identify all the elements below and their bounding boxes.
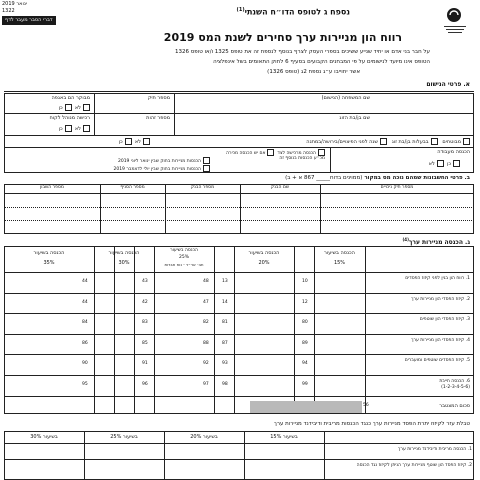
field-code: 97 (203, 381, 209, 387)
field-code: 43 (142, 279, 148, 284)
field-code: 82 (203, 320, 209, 325)
rental-label: רכישה מנוהל לקוח (49, 115, 90, 121)
section-d-title: טבלת עזר לקיזוז יתרת הפסד מניירות ערך כנגד הכנסות מריבית ודיבידנד מניירות ערך (273, 421, 470, 427)
spouse-owned-checkbox[interactable] (431, 138, 438, 145)
subtitle-line1: על חבר בני אדם או יחיד שנייע ששיכים בספרי העסק לצרף בנוסף לנספח זה את טופס 1325 ו/או טופס 1326 (174, 49, 430, 55)
d-col-25: בשיעור 25% (110, 434, 138, 440)
field-code: 14 (222, 299, 228, 305)
field-code: 89 (302, 340, 308, 346)
rental-no-checkbox[interactable] (83, 125, 90, 132)
tax-authority-logo (440, 2, 476, 38)
h2-checkbox[interactable] (203, 165, 210, 172)
subtitle-line3: אשר יחוייבו ע״ג נספח 2ג (טופס 1326) (267, 69, 360, 75)
field-code: 94 (302, 361, 308, 366)
appendix-line: נספח ג לטופס הדו״ח השנתי (244, 7, 350, 17)
option-h1: הכנסות מניירות בחוק שבין ינואר ליוני 2019 (117, 159, 201, 164)
related-no-checkbox[interactable] (83, 104, 90, 111)
totals-grey-field[interactable] (250, 401, 362, 413)
totals-code: 56 (363, 403, 369, 408)
inherit-yes-checkbox[interactable] (125, 138, 132, 145)
appendix-ref: (1) (236, 7, 245, 13)
col-15-head: הכנסה בשיעור (324, 250, 355, 256)
field-code: 98 (222, 381, 228, 387)
h1-checkbox[interactable] (203, 157, 210, 164)
col-15-rate: 15% (333, 260, 346, 266)
field-code: 95 (82, 381, 88, 387)
col-account: מספר השבון (40, 185, 64, 190)
field-code: 90 (82, 361, 88, 366)
row-label: 4. קיזוז הפסדי הון מניירות ערך (411, 337, 470, 343)
d-col-15: בשיעור 15% (270, 434, 298, 440)
inheritance-checkbox[interactable] (380, 138, 387, 145)
field-code: 80 (302, 320, 308, 325)
col-30-rate: 30% (118, 260, 130, 266)
field-code: 42 (142, 299, 148, 305)
date-code: 2019 ינואר (2, 1, 27, 7)
totals-label: סכום המצטבר (439, 403, 470, 409)
related-field-label: מבוקר הם באגפה (51, 95, 90, 101)
section-a-title: א. פרטי הנישום (426, 81, 470, 88)
option-rental: הכנסה מרכישה לצד (277, 151, 316, 156)
field-code: 12 (302, 299, 308, 305)
work-yes-checkbox[interactable] (453, 160, 460, 167)
opt-rental-checkbox[interactable] (318, 149, 325, 156)
col-20-rate: 20% (258, 260, 270, 266)
subtitle-line2: הטופס אינו מיועד לנישומים על פי המבחנים הקבועים בסעיף 6 לחוק התאומים בשל אינפלציה (213, 59, 430, 65)
form-code: 1322 (2, 8, 15, 14)
field-code: 84 (82, 320, 88, 325)
row-label: 1. רווח הון בגין לפני קיזוז הפסדים (405, 276, 470, 281)
d-col-30: בשיעור 30% (30, 434, 58, 440)
field-code: 99 (302, 381, 308, 387)
col-25-head: הכנסה בשיעור (170, 248, 198, 253)
tik-field-label: מספר תיק (147, 95, 170, 101)
row-label: 6. הכנסה חייבת (439, 378, 470, 384)
field-code: 44 (82, 279, 88, 284)
explanation-badge[interactable]: דברי הסבר מעבר לדף (2, 16, 56, 25)
field-code: 87 (222, 340, 228, 346)
section-b-title: ב. פרטי החשבונות שמהם נוכה מס במקור (364, 175, 470, 181)
col-30-head: הכנסה בשיעור (108, 250, 140, 256)
option-h2: הכנסות מניירות בחוק שבין יולי לדצמבר 2019 (113, 167, 201, 172)
field-code: 96 (142, 381, 148, 387)
field-code: 85 (142, 340, 148, 346)
field-code: 48 (203, 279, 209, 284)
spouse-name-label: שם בן/בת הזוג (339, 115, 370, 121)
section-c-title: ג. הכנסה מניירות ערך (408, 239, 470, 246)
col-25-note: חב׳ אר״ר - נוח חברות (164, 262, 204, 267)
row-label: 2. קיזוז הפסדי הון מניירות ערך (411, 296, 470, 302)
page-title: רווח הון מניירות ערך סחירים לשנת המס 2019 (163, 31, 402, 44)
col-35-head: הכנסה בשיעור (33, 250, 65, 256)
row-formula: (1-2-3-4-5-6) (441, 384, 470, 390)
row-label: 3. קיזוז הפסדי הון שוטפים (419, 317, 470, 322)
col-branch: מספר הסניף (120, 185, 145, 190)
spouse-id-label: מספר זהות (146, 115, 170, 121)
field-code: 86 (82, 340, 88, 346)
field-code: 83 (142, 320, 148, 325)
accounts-table (4, 184, 474, 234)
option-sale: אם יש הכנסה מכירה (226, 151, 266, 156)
col-bank-name: שם הבנק (270, 185, 290, 190)
field-code: 44 (82, 299, 88, 305)
field-code: 92 (203, 361, 209, 366)
field-code: 81 (222, 320, 228, 325)
col-bank-no: מספר הבנק (190, 185, 215, 190)
col-35-rate: 35% (43, 260, 55, 266)
col-deduction-file: מספר תיק ניכויים (380, 185, 414, 190)
option-extra: מכ״ע הכנסות בנוסף זה (279, 156, 325, 161)
field-code: 10 (302, 279, 308, 284)
section-b-subtitle: (ממוינים בדוח_____ 867 א + ב) (285, 175, 363, 181)
field-code: 93 (222, 361, 228, 366)
d-row-1: 1. הכנסה מריבית ודיבידנד מניירות ערך (398, 447, 472, 452)
d-col-20: בשיעור 20% (190, 434, 218, 440)
field-code: 88 (203, 340, 209, 346)
col-25-rate: 25% (178, 255, 189, 260)
inherit-no-checkbox[interactable] (143, 138, 150, 145)
opt-sale-checkbox[interactable] (267, 149, 274, 156)
field-code: 13 (222, 279, 228, 284)
d-row-2: 2. קיזוז הפסד הון שוטף מניירות ערך הניתן לקיזוז נגד הכנסה (356, 463, 472, 468)
col-20-head: הכנסה בשיעור (248, 250, 280, 256)
related-yes-checkbox[interactable] (65, 104, 72, 111)
rental-yes-checkbox[interactable] (65, 125, 72, 132)
field-code: 47 (203, 299, 209, 305)
row-label: 5. קיזוז הפסדים שוטפים ומועברים (404, 358, 470, 363)
name-field-label: שם המשפחה (הנישום) (321, 95, 370, 101)
field-code: 91 (142, 361, 148, 366)
owned-checkbox[interactable] (463, 138, 470, 145)
work-no-checkbox[interactable] (437, 160, 444, 167)
option-work-income: הכנסה מעבודה (437, 149, 470, 155)
